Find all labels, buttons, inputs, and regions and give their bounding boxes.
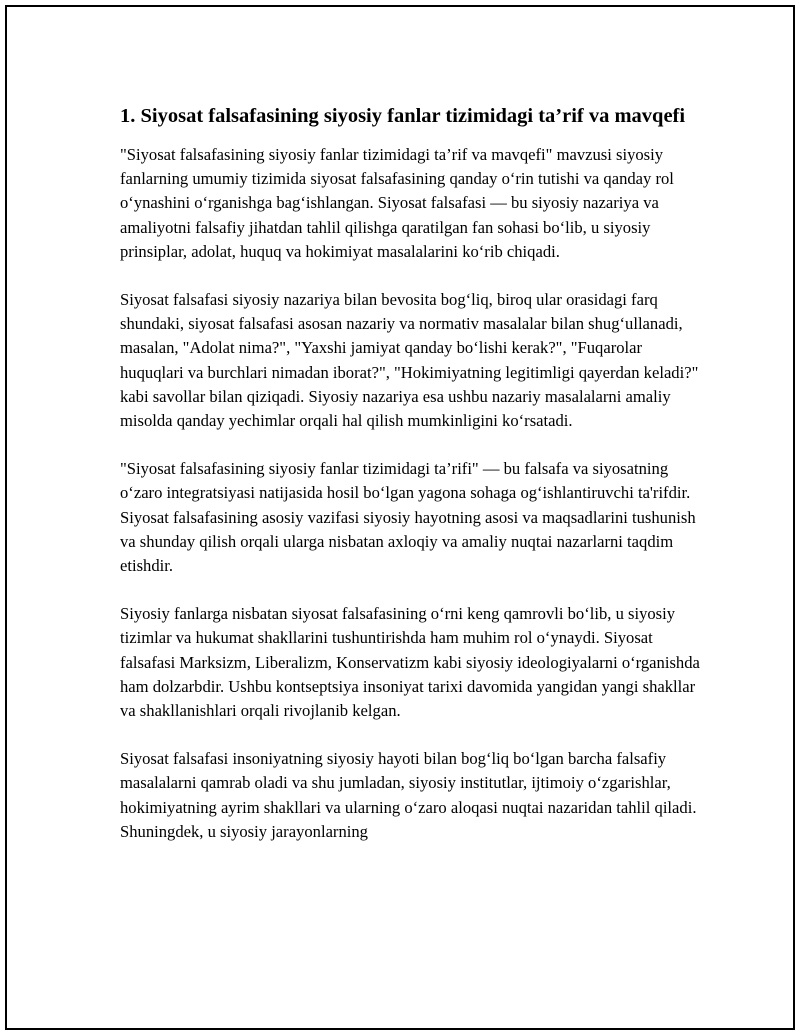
- paragraph-3: "Siyosat falsafasining siyosiy fanlar tizimidagi ta’rifi" — bu falsafa va siyosatning o‘zaro integratsiyasi natijasida hosil bo‘lgan yagona sohaga og‘ishlantiruvchi ta'rifdir. Siyosat falsafasining asosiy vazifasi siyosiy hayotning asosi va maqsadlarini tushunish va shunday qilish orqali ularga nisbatan axloqiy va amaliy nuqtai nazarlarni taqdim etishdir.: [120, 459, 696, 576]
- paragraph-1: "Siyosat falsafasining siyosiy fanlar tizimidagi ta’rif va mavqefi" mavzusi siyosiy fanlarning umumiy tizimida siyosat falsafasining qanday o‘rin tutishi va qanday rol o‘ynashini o‘rganishga bag‘ishlangan. Siyosat falsafasi — bu siyosiy nazariya va amaliyotni falsafiy jihatdan tahlil qilishga qaratilgan fan sohasi bo‘lib, u siyosiy prinsiplar, adolat, huquq va hokimiyat masalalarini ko‘rib chiqadi.: [120, 145, 674, 261]
- paragraph-2: Siyosat falsafasi siyosiy nazariya bilan bevosita bog‘liq, biroq ular orasidagi farq shundaki, siyosat falsafasi asosan nazariy va normativ masalalar bilan shug‘ullanadi, masalan, "Adolat nima?", "Yaxshi jamiyat qanday bo‘lishi kerak?", "Fuqarolar huquqlari va burchlari nimadan iborat?", "Hokimiyatning legitimligi qayerdan keladi?" kabi savollar bilan qiziqadi. Siyosiy nazariya esa ushbu nazariy masalalarni amaliy misolda qanday yechimlar orqali hal qilish mumkinligini ko‘rsatadi.: [120, 290, 699, 431]
- page-frame: [5, 5, 795, 1030]
- paragraph-5: Siyosat falsafasi insoniyatning siyosiy hayoti bilan bog‘liq bo‘lgan barcha falsafiy masalalarni qamrab oladi va shu jumladan, siyosiy institutlar, ijtimoiy o‘zgarishlar, hokimiyatning ayrim shakllari va ularning o‘zaro aloqasi nuqtai nazaridan tahlil qiladi. Shuningdek, u siyosiy jarayonlarning: [120, 749, 697, 841]
- paragraph-4: Siyosiy fanlarga nisbatan siyosat falsafasining o‘rni keng qamrovli bo‘lib, u siyosiy tizimlar va hukumat shakllarini tushuntirishda ham muhim rol o‘ynaydi. Siyosat falsafasi Marksizm, Liberalizm, Konservatizm kabi siyosiy ideologiyalarni o‘rganishda ham dolzarbdir. Ushbu kontseptsiya insoniyat tarixi davomida yangidan yangi shakllar va shakllanishlari orqali rivojlanib kelgan.: [120, 604, 700, 721]
- document-body: [120, 101, 700, 868]
- section-heading: 1. Siyosat falsafasining siyosiy fanlar tizimidagi ta’rif va mavqefi: [120, 105, 686, 127]
